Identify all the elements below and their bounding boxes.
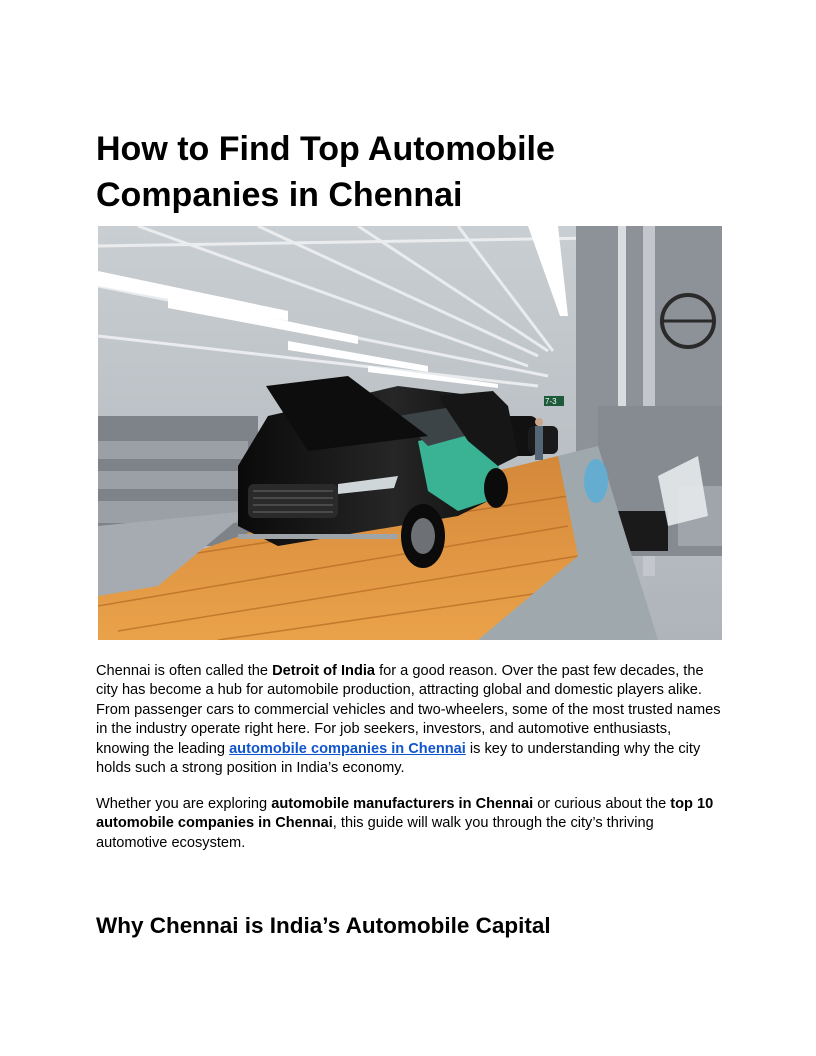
page-title [96,126,736,218]
automobile-companies-link[interactable]: automobile companies in Chennai [229,740,466,757]
intro-text-2: for a good reason. Over the past few decades, the city has become a hub for automobile production, attracting global and domestic players alike. From passenger cars to commercial vehicles and two-wheelers, some of the most trusted names in the industry operate right here. For job seekers, investors, and automotive enthusiasts, knowing the leading [96,663,721,757]
guide-paragraph [96,795,726,853]
page-title-line-1: How to Find Top Automobile [96,130,555,168]
guide-bold-manufacturers: automobile manufacturers in Chennai [271,796,534,812]
guide-text-3: , this guide will walk you through the city’s thriving automotive ecosystem. [96,815,654,851]
guide-text-2: or curious about the [533,796,671,812]
intro-bold-detroit: Detroit of India [272,663,376,679]
guide-text-1: Whether you are exploring [96,796,272,812]
guide-bold-top-10: top 10 automobile companies in Chennai [96,796,714,832]
line-sign-text: 7-3 [545,397,557,406]
intro-text-1: Chennai is often called the [96,663,273,679]
section-heading: Why Chennai is India’s Automobile Capital [96,913,551,938]
page-title-line-2: Companies in Chennai [96,176,463,214]
intro-text-3: is key to understanding why the city holds such a strong position in India’s economy. [96,740,701,777]
car-assembly-line-photo [98,226,722,640]
intro-paragraph [96,662,726,778]
